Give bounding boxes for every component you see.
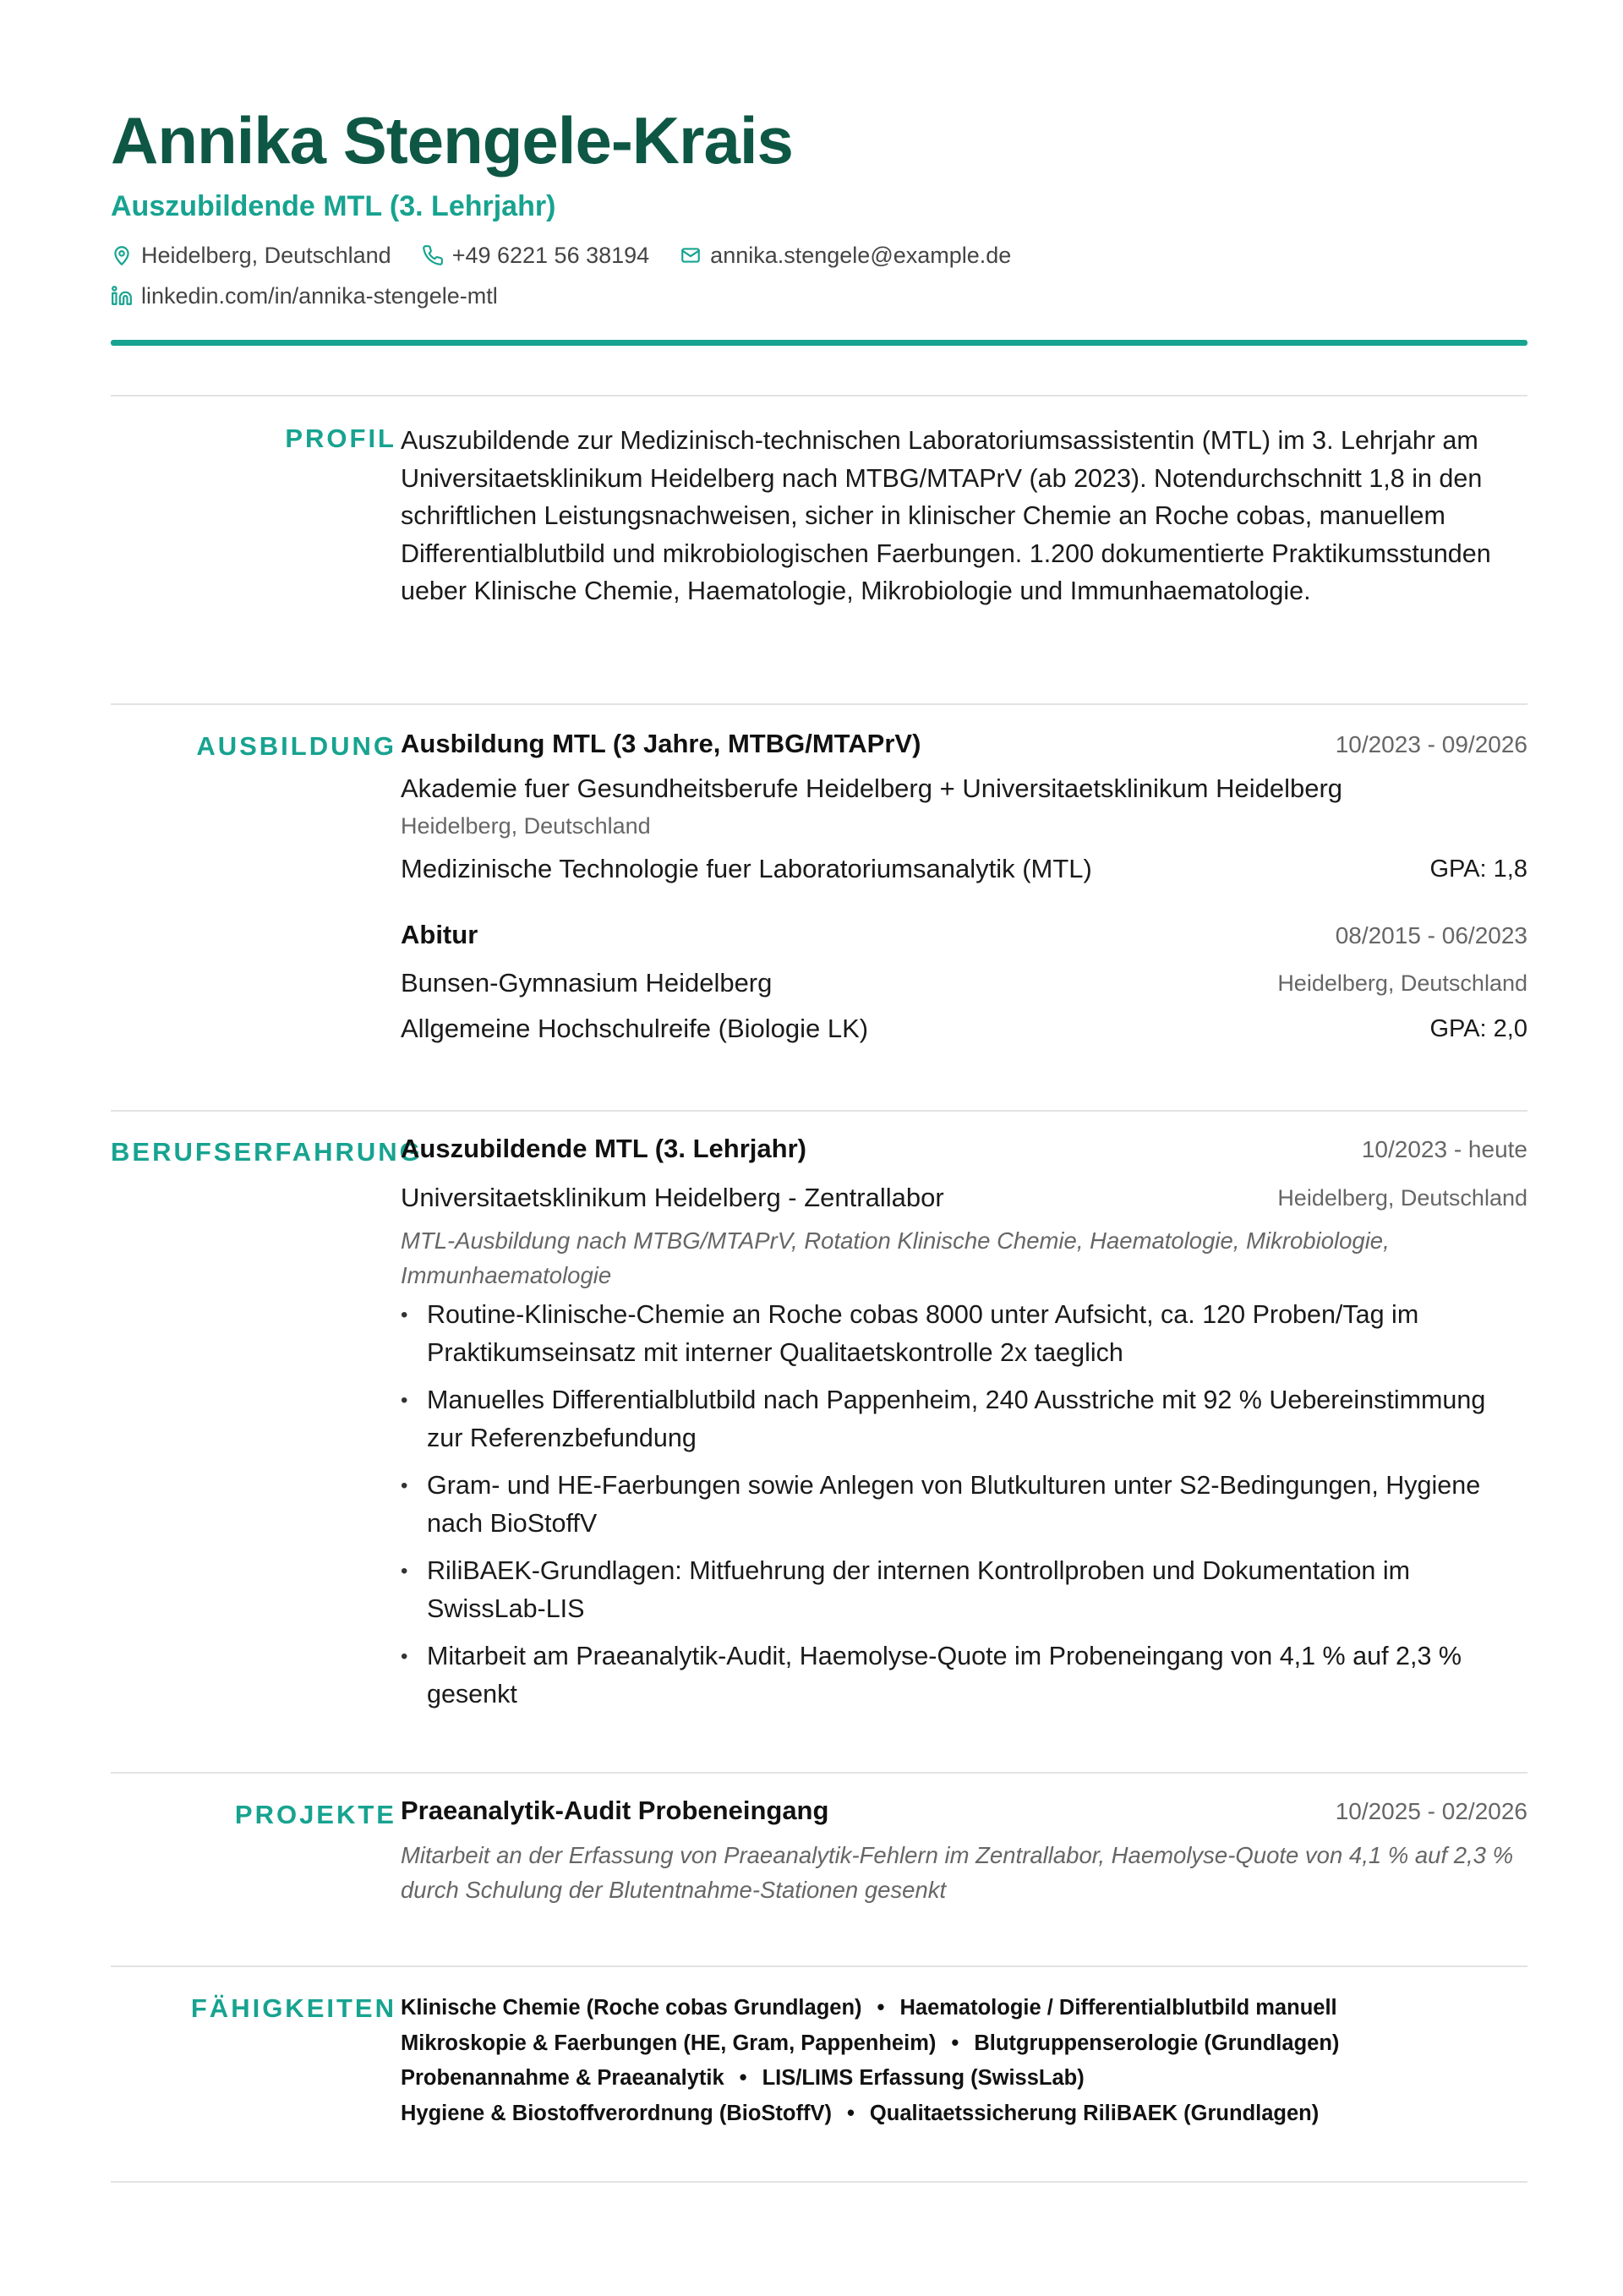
bullet-item: • Gram- und HE-Faerbungen sowie Anlegen von Blutkulturen unter S2-Bedingungen, Hygiene nach BioStoffV [401,1467,1527,1543]
contact-phone[interactable] [422,243,649,269]
skill-item: Haematologie / Differentialblutbild manuell [899,1996,1337,2020]
contact-info [111,235,1527,316]
profile-body [401,422,1527,610]
location-text: Heidelberg, Deutschland [141,242,391,268]
section-skills [111,1965,1527,2183]
linkedin-icon [111,285,133,307]
entry-title: Abitur [401,920,478,949]
candidate-name: Annika Stengele-Krais [111,103,793,178]
entry-description: Mitarbeit an der Erfassung von Praeanalytik-Fehlern im Zentrallabor, Haemolyse-Quote von 4,1 % auf 2,3 % durch Schulung der Blutentnahme-Stationen gesenkt [401,1842,1514,1903]
contact-email[interactable] [680,243,1011,269]
skill-item: Mikroskopie & Faerbungen (HE, Gram, Pappenheim) [401,2031,937,2055]
skills-body [401,1991,1527,2131]
bullet-item: • Manuelles Differentialblutbild nach Pappenheim, 240 Ausstriche mit 92 % Uebereinstimmung zur Referenzbefundung [401,1381,1527,1457]
entry-org-row [401,1176,1527,1220]
skill-separator: • [846,2101,855,2125]
skill-separator: • [739,2066,747,2090]
entry-org: Universitaetsklinikum Heidelberg - Zentrallabor [401,1183,944,1212]
email-text: annika.stengele@example.de [710,242,1012,268]
entry-degree: Medizinische Technologie fuer Laboratoriumsanalytik (MTL) [401,854,1092,883]
entry-gpa: GPA: 2,0 [1429,1014,1527,1042]
entry-location: Heidelberg, Deutschland [1277,1184,1527,1211]
entry-org-row [401,960,1527,1006]
map-pin-icon [111,244,133,266]
entry-header [401,920,1527,960]
mail-icon [680,244,702,266]
contact-row-1 [111,235,1527,276]
candidate-title: Auszubildende MTL (3. Lehrjahr) [111,190,556,222]
projects-body [401,1796,1527,1907]
profile-summary: Auszubildende zur Medizinisch-technischen Laboratoriumsassistentin (MTL) im 3. Lehrjahr am Universitaetsklinikum Heidelberg nach MTBG/MTAPrV (ab 2023). Notendurchschnitt 1,8 in den schriftlichen Leistungsnachweisen, sicher in klinischer Chemie an Roche cobas, manuellem Differentialblutbild und mikrobiologischen Faerbungen. 1.200 dokumentierte Praktikumsstunden ueber Klinische Chemie, Haematologie, Mikrobiologie und Immunhaematologie. [401,426,1491,605]
skills-row [401,2026,1527,2062]
skill-separator: • [951,2031,959,2055]
skill-item: Blutgruppenserologie (Grundlagen) [974,2031,1340,2055]
section-education [111,703,1527,1112]
education-entry [401,729,1527,894]
entry-date: 08/2015 - 06/2023 [1335,922,1527,948]
header-divider [111,340,1527,346]
section-title-education: AUSBILDUNG [196,731,396,761]
section-experience [111,1110,1527,1774]
entry-title: Praeanalytik-Audit Probeneingang [401,1796,829,1825]
entry-location: Heidelberg, Deutschland [401,813,651,839]
entry-date: 10/2023 - 09/2026 [1335,731,1527,757]
bullet-item: • Routine-Klinische-Chemie an Roche cobas 8000 unter Aufsicht, ca. 120 Proben/Tag im Praktikumseinsatz mit interner Qualitaetskontrolle 2x taeglich [401,1296,1527,1372]
section-profile [111,395,1527,706]
phone-icon [422,244,444,266]
skill-item: Hygiene & Biostoffverordnung (BioStoffV) [401,2101,832,2125]
entry-degree-row [401,1006,1527,1052]
entry-org: Bunsen-Gymnasium Heidelberg [401,968,773,998]
skills-row [401,2096,1527,2132]
skill-item: LIS/LIMS Erfassung (SwissLab) [762,2066,1085,2090]
entry-header [401,729,1527,769]
entry-location: Heidelberg, Deutschland [1277,970,1527,996]
entry-header [401,1796,1527,1838]
skill-item: Probenannahme & Praeanalytik [401,2066,724,2090]
education-entry [401,920,1527,1052]
contact-linkedin[interactable] [111,283,498,309]
bullet-item: • Mitarbeit am Praeanalytik-Audit, Haemolyse-Quote im Probeneingang von 4,1 % auf 2,3 % gesenkt [401,1637,1527,1714]
contact-location [111,243,391,269]
entry-header [401,1134,1527,1176]
entry-title: Ausbildung MTL (3 Jahre, MTBG/MTAPrV) [401,729,921,758]
entry-gpa: GPA: 1,8 [1429,855,1527,883]
education-body [401,729,1527,1052]
skill-separator: • [877,1996,885,2020]
entry-org: Akademie fuer Gesundheitsberufe Heidelberg + Universitaetsklinikum Heidelberg [401,774,1343,803]
experience-body [401,1134,1527,1723]
entry-date: 10/2023 - heute [1361,1136,1527,1162]
phone-text: +49 6221 56 38194 [451,242,650,268]
entry-degree: Allgemeine Hochschulreife (Biologie LK) [401,1014,869,1043]
bullet-item: • RiliBAEK-Grundlagen: Mitfuehrung der internen Kontrollproben und Dokumentation im SwissLab-LIS [401,1552,1527,1628]
skills-row [401,2061,1527,2096]
resume-header [111,100,1527,316]
experience-bullets [401,1296,1527,1714]
entry-degree-row [401,844,1527,894]
contact-row-2 [111,276,1527,316]
section-title-profile: PROFIL [285,424,396,453]
section-title-projects: PROJEKTE [234,1800,396,1829]
skill-item: Qualitaetssicherung RiliBAEK (Grundlagen) [869,2101,1320,2125]
section-title-experience: BERUFSERFAHRUNG [111,1137,423,1167]
linkedin-text: linkedin.com/in/annika-stengele-mtl [141,282,498,309]
section-projects [111,1772,1527,1968]
entry-title: Auszubildende MTL (3. Lehrjahr) [401,1134,806,1163]
skills-row [401,1991,1527,2026]
section-title-skills: FÄHIGKEITEN [190,1993,396,2023]
entry-description: MTL-Ausbildung nach MTBG/MTAPrV, Rotation Klinische Chemie, Haematologie, Mikrobiologie, Immunhaematologie [401,1227,1390,1288]
entry-date: 10/2025 - 02/2026 [1335,1798,1527,1824]
skill-item: Klinische Chemie (Roche cobas Grundlagen) [401,1996,862,2020]
